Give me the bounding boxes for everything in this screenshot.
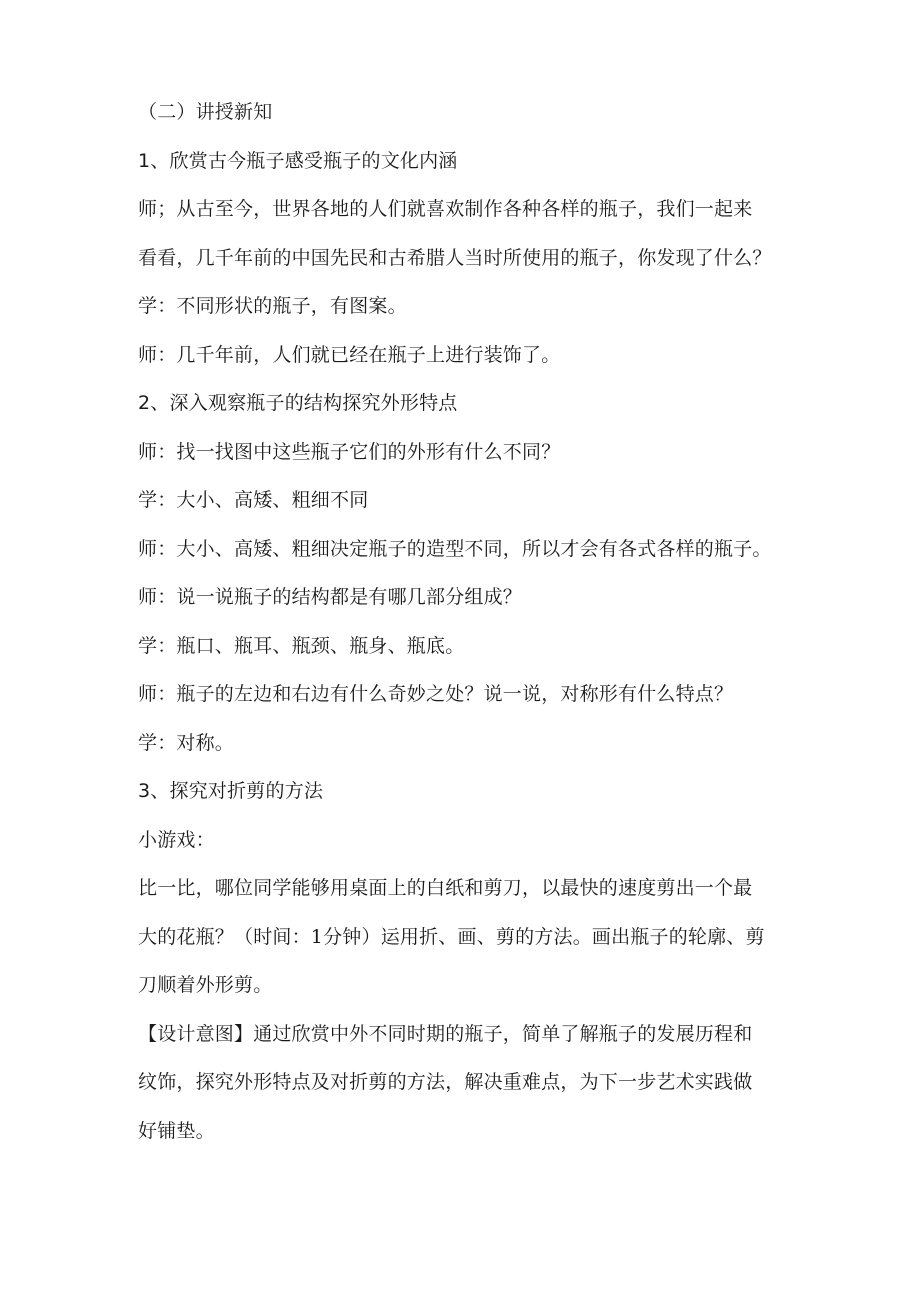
subsection-heading-3: 3、探究对折剪的方法 — [138, 780, 324, 802]
paragraph-line: 师：几千年前，人们就已经在瓶子上进行装饰了。 — [138, 343, 561, 366]
paragraph-line: 看看，几千年前的中国先民和古希腊人当时所使用的瓶子，你发现了什么？ — [138, 246, 772, 269]
design-intent-line: 纹饰，探究外形特点及对折剪的方法，解决重难点，为下一步艺术实践做 — [138, 1071, 753, 1093]
paragraph-line: 师：瓶子的左边和右边有什么奇妙之处？说一说，对称形有什么特点？ — [138, 683, 734, 705]
paragraph-line: 学：对称。 — [138, 731, 235, 754]
subsection-heading-2: 2、深入观察瓶子的结构探究外形特点 — [138, 392, 458, 414]
paragraph-line: 师：找一找图中这些瓶子它们的外形有什么不同？ — [138, 440, 561, 463]
paragraph-line: 小游戏： — [138, 828, 215, 851]
paragraph-line: 师；从古至今，世界各地的人们就喜欢制作各种各样的瓶子，我们一起来 — [138, 198, 753, 220]
section-heading: （二）讲授新知 — [138, 101, 273, 123]
paragraph-line: 师：大小、高矮、粗细决定瓶子的造型不同，所以才会有各式各样的瓶子。 — [138, 537, 772, 560]
paragraph-line: 师：说一说瓶子的结构都是有哪几部分组成？ — [138, 586, 523, 608]
paragraph-line: 学：不同形状的瓶子，有图案。 — [138, 295, 407, 317]
design-intent-line: 好铺垫。 — [138, 1119, 215, 1142]
paragraph-line: 比一比，哪位同学能够用桌面上的白纸和剪刀，以最快的速度剪出一个最 — [138, 877, 753, 899]
document-body — [138, 97, 798, 1164]
design-intent-line: 【设计意图】通过欣赏中外不同时期的瓶子，简单了解瓶子的发展历程和 — [138, 1022, 753, 1045]
subsection-heading-1: 1、欣赏古今瓶子感受瓶子的文化内涵 — [138, 149, 458, 172]
paragraph-line: 学：瓶口、瓶耳、瓶颈、瓶身、瓶底。 — [138, 634, 465, 657]
paragraph-line: 学：大小、高矮、粗细不同 — [138, 489, 369, 511]
paragraph-line: 刀顺着外形剪。 — [138, 974, 273, 996]
paragraph-line: 大的花瓶？（时间：1分钟）运用折、画、剪的方法。画出瓶子的轮廓、剪 — [138, 925, 765, 948]
